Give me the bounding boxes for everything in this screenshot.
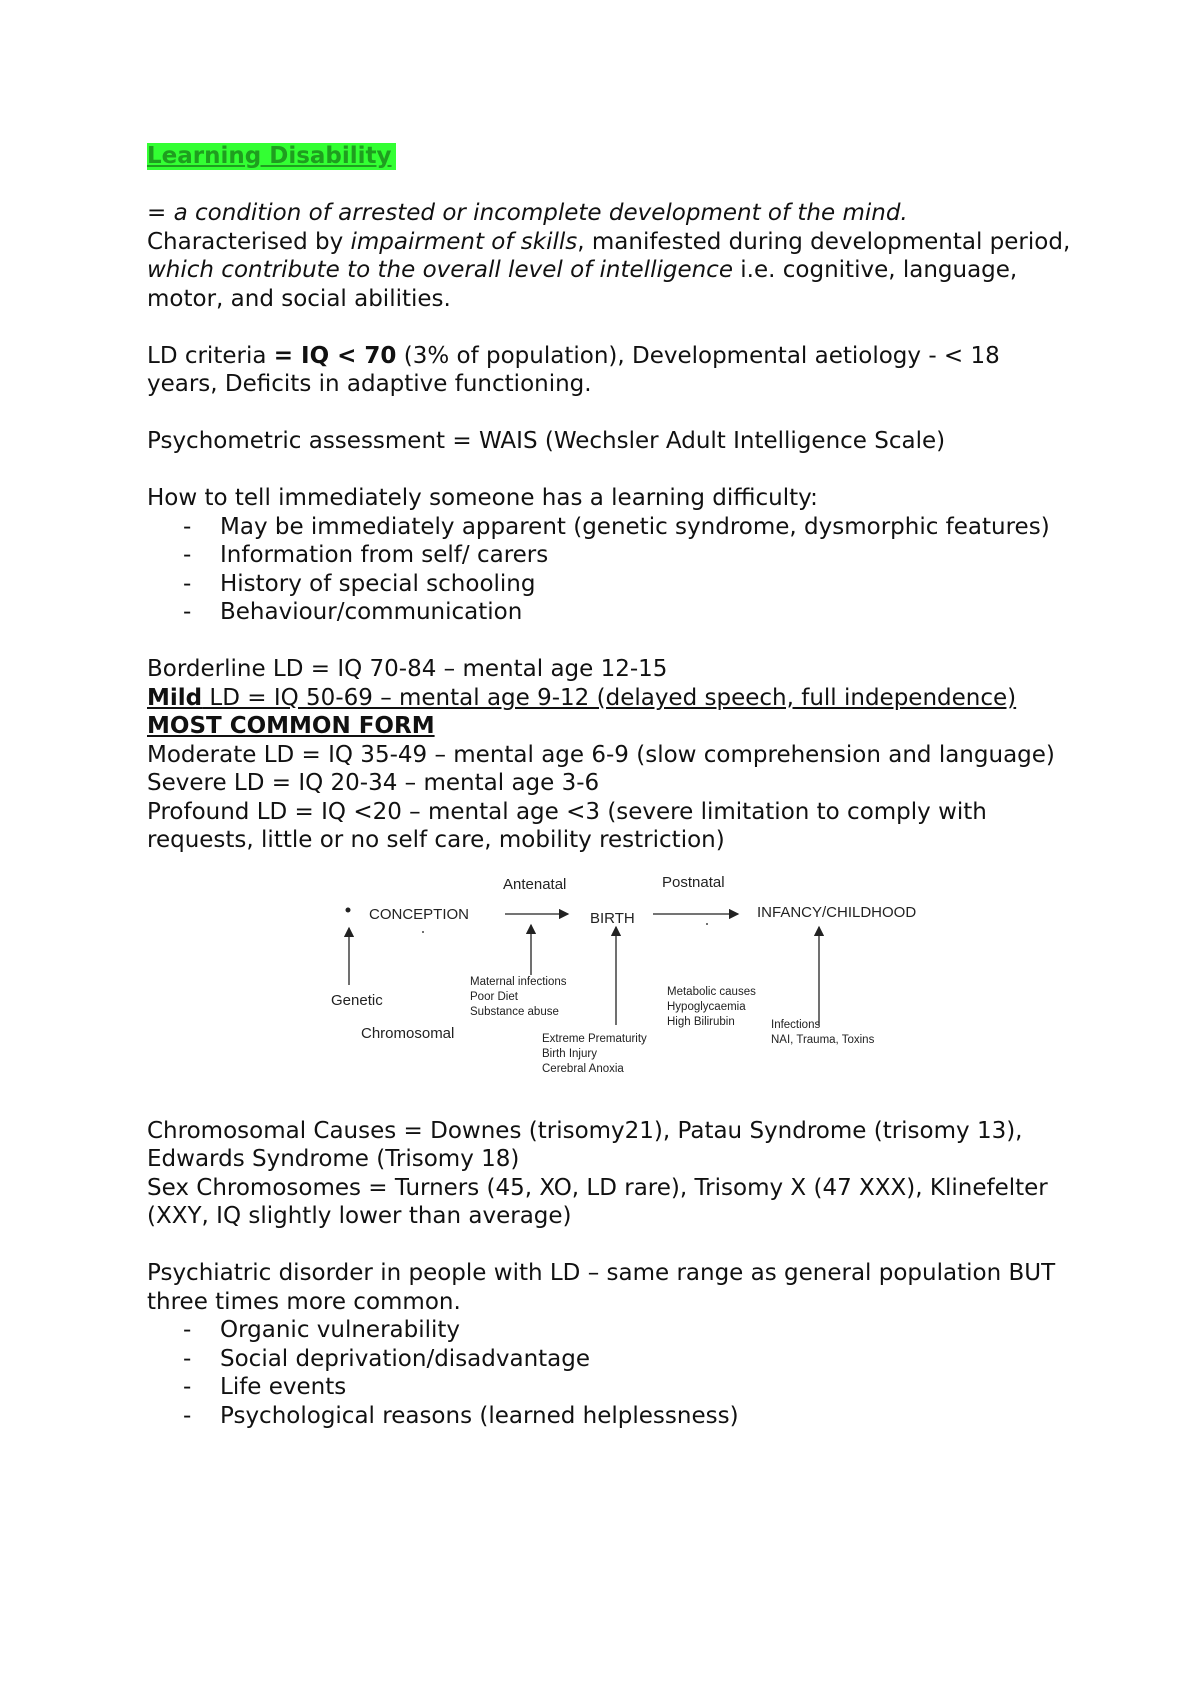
criteria-label: LD criteria — [147, 342, 274, 369]
birth-cause-line: Cerebral Anoxia — [542, 1062, 624, 1075]
criteria-iq: = IQ < 70 — [273, 342, 397, 369]
birth-cause-line: Birth Injury — [542, 1047, 597, 1060]
definition-intro: = a condition of arrested or incomplete development of the mind. — [147, 200, 908, 226]
definition-text-2: , manifested during developmental period, — [577, 228, 1071, 255]
label-infections — [771, 1018, 874, 1048]
document-page — [147, 142, 1077, 1430]
level-mild-text: LD = IQ 50-69 – mental age 9-12 (delayed speech, full independence) — [202, 684, 1017, 711]
definition-italic-2: impairment of skills — [350, 228, 578, 255]
criteria-rest: (3% of population), Developmental aetiology - < 18 years, Deficits in adaptive functioning. — [147, 342, 1000, 397]
list-item: - Information from self/ carers — [147, 541, 1077, 570]
document-title: Learning Disability — [147, 143, 396, 170]
label-conception: CONCEPTION — [369, 905, 470, 923]
psychiatric-heading: Psychiatric disorder in people with LD – same range as general population BUT three times more common. — [147, 1260, 1056, 1315]
label-birth-causes — [542, 1032, 647, 1077]
criteria-paragraph — [147, 342, 1077, 399]
label-infancy: INFANCY/CHILDHOOD — [757, 903, 917, 921]
label-metabolic — [667, 985, 756, 1030]
label-genetic: Genetic — [331, 991, 383, 1009]
maternal-line: Poor Diet — [470, 990, 518, 1003]
metabolic-line: High Bilirubin — [667, 1015, 735, 1028]
birth-cause-line: Extreme Prematurity — [542, 1032, 647, 1045]
metabolic-line: Metabolic causes — [667, 985, 756, 998]
level-moderate: Moderate LD = IQ 35-49 – mental age 6-9 (slow comprehension and language) — [147, 741, 1055, 768]
list-item: - History of special schooling — [147, 570, 1077, 599]
maternal-line: Substance abuse — [470, 1005, 559, 1018]
how-to-tell-list — [147, 513, 1077, 627]
level-profound: Profound LD = IQ <20 – mental age <3 (severe limitation to comply with requests, little or no self care, mobility restriction) — [147, 798, 987, 853]
aetiology-diagram — [147, 865, 1077, 1105]
label-maternal — [470, 975, 567, 1020]
list-item: - Organic vulnerability — [147, 1316, 1077, 1345]
list-item: - Social deprivation/disadvantage — [147, 1345, 1077, 1374]
level-severe: Severe LD = IQ 20-34 – mental age 3-6 — [147, 770, 600, 796]
definition-text-3: i.e. cognitive, language, motor, and social abilities. — [147, 257, 1018, 312]
chromosomal-causes: Chromosomal Causes = Downes (trisomy21), Patau Syndrome (trisomy 13), Edwards Syndrome (Trisomy 18) — [147, 1117, 1023, 1172]
level-mild — [147, 684, 1077, 741]
definition-text-1: Characterised by — [147, 228, 351, 255]
label-antenatal: Antenatal — [503, 875, 567, 893]
infections-line: Infections — [771, 1018, 821, 1031]
psychometric-paragraph: Psychometric assessment = WAIS (Wechsler Adult Intelligence Scale) — [147, 428, 946, 454]
infections-line: NAI, Trauma, Toxins — [771, 1033, 875, 1046]
bullet-dot — [346, 907, 351, 912]
list-item: - Behaviour/communication — [147, 598, 1077, 627]
list-item: - May be immediately apparent (genetic syndrome, dysmorphic features) — [147, 513, 1077, 542]
maternal-line: Maternal infections — [470, 975, 567, 988]
label-postnatal: Postnatal — [662, 873, 725, 891]
list-item: - Psychological reasons (learned helplessness) — [147, 1402, 1077, 1431]
most-common-tag: MOST COMMON FORM — [147, 713, 435, 739]
how-to-tell-heading: How to tell immediately someone has a learning difficulty: — [147, 485, 818, 511]
definition-italic-3: which contribute to the overall level of intelligence — [147, 257, 733, 283]
list-item: - Life events — [147, 1373, 1077, 1402]
label-birth: BIRTH — [590, 909, 635, 927]
level-borderline: Borderline LD = IQ 70-84 – mental age 12-15 — [147, 656, 668, 682]
metabolic-line: Hypoglycaemia — [667, 1000, 746, 1013]
definition-paragraph — [147, 199, 1077, 313]
level-mild-label: Mild — [147, 684, 203, 711]
label-chromosomal: Chromosomal — [361, 1024, 455, 1042]
psychiatric-list — [147, 1316, 1077, 1430]
sex-chromosomes: Sex Chromosomes = Turners (45, XO, LD rare), Trisomy X (47 XXX), Klinefelter (XXY, IQ slightly lower than average) — [147, 1174, 1048, 1229]
